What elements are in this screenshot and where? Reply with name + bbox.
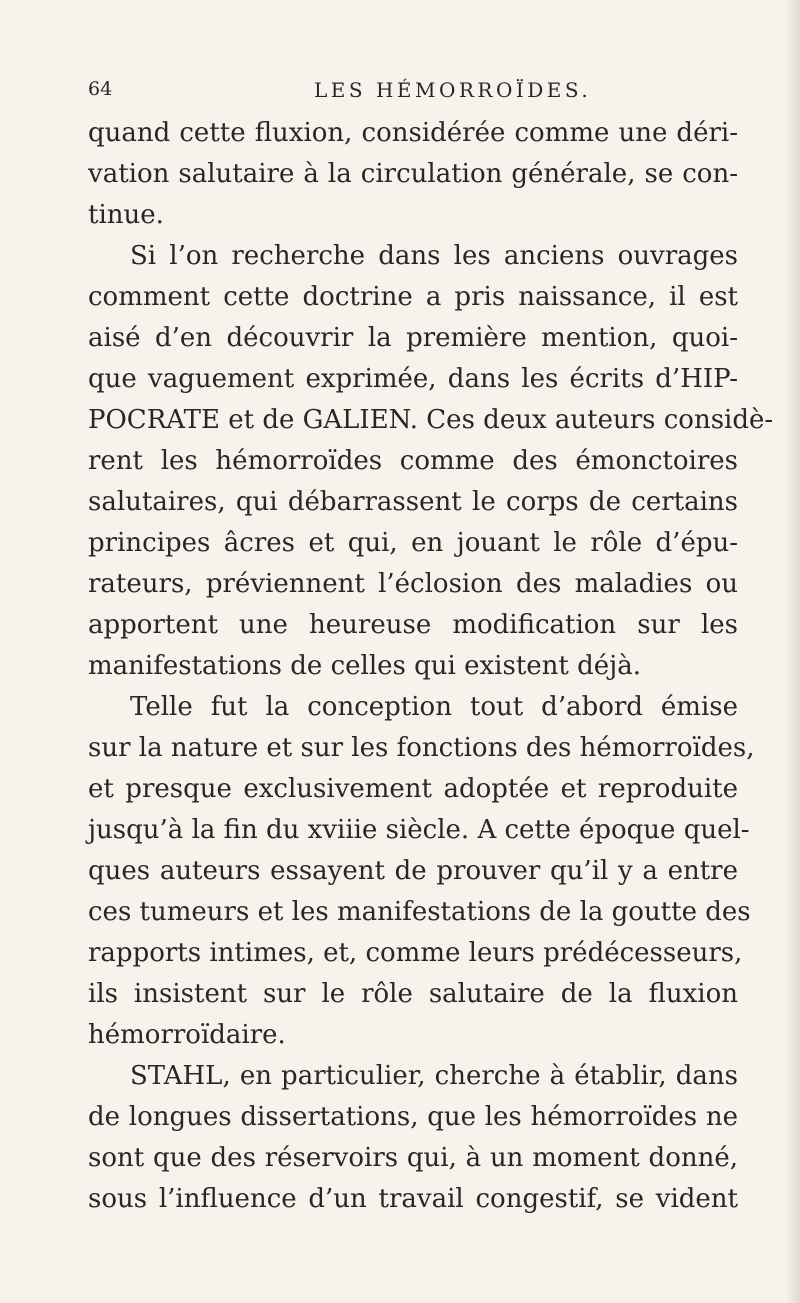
text-line: rateurs, préviennent l’éclosion des maladies ou [88,569,738,599]
running-title: LES HÉMORROÏDES. [314,78,592,102]
text-line: que vaguement exprimée, dans les écrits d’HIP- [88,364,738,394]
text-line: comment cette doctrine a pris naissance, il est [88,282,738,312]
text-line: hémorroïdaire. [88,1020,286,1050]
page-number: 64 [88,78,113,100]
text-line: jusqu’à la fin du xviiie siècle. A cette époque quel- [88,815,750,845]
page-edge-shadow [786,0,800,1303]
text-line: apportent une heureuse modification sur les [88,610,738,640]
text-line: salutaires, qui débarrassent le corps de certains [88,487,738,517]
text-line: aisé d’en découvrir la première mention, quoi- [88,323,738,353]
body-text [88,113,774,1220]
text-line: sont que des réservoirs qui, à un moment donné, [88,1143,738,1173]
text-line: manifestations de celles qui existent déjà. [88,651,641,681]
text-line: POCRATE et de GALIEN. Ces deux auteurs considè- [88,405,774,435]
text-line: rapports intimes, et, comme leurs prédécesseurs, [88,938,743,968]
text-line: Telle fut la conception tout d’abord émise [130,692,738,722]
text-line: tinue. [88,200,164,230]
text-line: de longues dissertations, que les hémorroïdes ne [88,1102,738,1132]
text-line: principes âcres et qui, en jouant le rôle d’épu- [88,528,738,558]
text-line: vation salutaire à la circulation générale, se con- [88,159,738,189]
text-line: ces tumeurs et les manifestations de la goutte des [88,897,751,927]
text-line: rent les hémorroïdes comme des émonctoires [88,446,738,476]
text-line: ils insistent sur le rôle salutaire de la fluxion [88,979,738,1009]
text-line: sous l’influence d’un travail congestif, se vident [88,1184,738,1214]
text-line: ques auteurs essayent de prouver qu’il y a entre [88,856,738,886]
text-line: sur la nature et sur les fonctions des hémorroïdes, [88,733,755,763]
running-head [88,78,734,108]
text-line: et presque exclusivement adoptée et reproduite [88,774,738,804]
text-line: Si l’on recherche dans les anciens ouvrages [130,241,738,271]
text-line: quand cette fluxion, considérée comme une déri- [88,118,738,148]
text-line: STAHL, en particulier, cherche à établir, dans [130,1061,738,1091]
